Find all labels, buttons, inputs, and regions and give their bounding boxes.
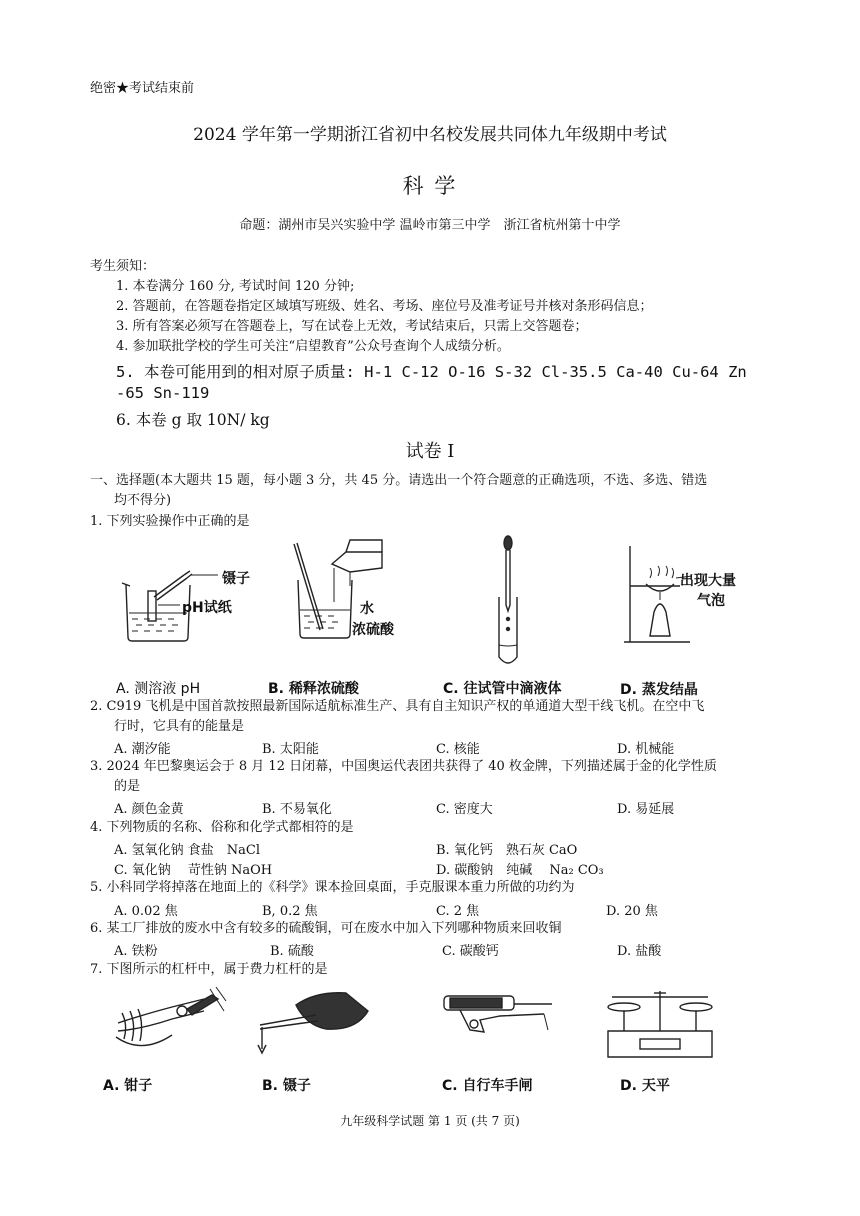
q1-option-a[interactable]: A. 测溶液 pH [116,681,201,697]
q1-option-b[interactable]: B. 稀释浓硫酸 [268,681,359,697]
q7-option-a[interactable]: A. 钳子 [103,1078,153,1094]
notice-item: 4. 参加联批学校的学生可关注“启望教育”公众号查询个人成绩分析。 [116,339,510,354]
notice-item: -65 Sn-119 [116,384,210,402]
page-footer: 九年级科学试题 第 1 页 (共 7 页) [340,1114,520,1128]
notice-item: 6. 本卷 g 取 10N/ kg [116,411,270,429]
q1-option-d[interactable]: D. 蒸发结晶 [620,682,698,698]
subject-title: 科 学 [402,174,458,198]
notice-title: 考生须知： [90,259,156,274]
q4-option-c[interactable]: C. 氧化钠 苛性钠 NaOH [114,863,273,878]
q3-option-c[interactable]: C. 密度大 [436,802,493,817]
question-2-stem: 2. C919 飞机是中国首款按照最新国际适航标准生产、具有自主知识产权的单通道大型干线飞机。在空中飞 [90,699,705,714]
exam-title: 2024 学年第一学期浙江省初中名校发展共同体九年级期中考试 [193,125,667,145]
notice-item: 3. 所有答案必须写在答题卷上，写在试卷上无效，考试结束后，只需上交答题卷； [116,319,588,334]
section-title: 试卷 I [405,441,455,462]
question-1-stem: 1. 下列实验操作中正确的是 [90,514,250,529]
q4-option-d[interactable]: D. 碳酸钠 纯碱 Na₂ CO₃ [436,863,604,878]
q5-option-d[interactable]: D. 20 焦 [606,904,658,919]
q3-option-a[interactable]: A. 颜色金黄 [114,802,184,817]
dilute-acid-figure [290,540,410,665]
q5-option-c[interactable]: C. 2 焦 [436,904,480,919]
q6-option-a[interactable]: A. 铁粉 [114,944,158,959]
q6-option-b[interactable]: B. 硫酸 [270,944,314,959]
confidential-mark: 绝密★考试结束前 [90,81,195,96]
q7-option-d[interactable]: D. 天平 [620,1078,670,1094]
label-bubbles-1: 出现大量 [680,573,736,589]
balance-figure [604,985,724,1065]
notice-item: 2. 答题前，在答题卷指定区域填写班级、姓名、考场、座位号及准考证号并核对条形码信息； [116,299,653,314]
label-conc-acid: 浓硫酸 [352,622,394,638]
label-ph-paper: pH试纸 [182,600,232,616]
q2-option-d[interactable]: D. 机械能 [617,742,675,757]
bike-brake-figure [440,990,560,1060]
question-4-stem: 4. 下列物质的名称、俗称和化学式都相符的是 [90,820,354,835]
q5-option-b[interactable]: B, 0.2 焦 [262,904,318,919]
q7-option-c[interactable]: C. 自行车手闸 [442,1078,533,1094]
label-tweezers: 镊子 [222,571,250,587]
q3-option-d[interactable]: D. 易延展 [617,802,675,817]
question-5-stem: 5. 小科同学将掉落在地面上的《科学》课本捡回桌面，手克服课本重力所做的功约为 [90,880,575,895]
q5-option-a[interactable]: A. 0.02 焦 [114,904,178,919]
q1-option-c[interactable]: C. 往试管中滴液体 [443,681,562,697]
notice-item: 1. 本卷满分 160 分, 考试时间 120 分钟; [116,279,355,294]
q2-option-c[interactable]: C. 核能 [436,742,480,757]
q7-option-b[interactable]: B. 镊子 [262,1078,311,1094]
notice-item: 5. 本卷可能用到的相对原子质量: H-1 C-12 O-16 S-32 Cl-35.5 Ca-40 Cu-64 Zn [116,363,747,381]
q4-option-a[interactable]: A. 氢氧化钠 食盐 NaCl [114,843,261,858]
section-intro: 均不得分) [114,493,172,508]
q6-option-d[interactable]: D. 盐酸 [617,944,662,959]
q4-option-b[interactable]: B. 氧化钙 熟石灰 CaO [436,843,578,858]
question-3-stem: 3. 2024 年巴黎奥运会于 8 月 12 日闭幕，中国奥运代表团共获得了 40 枚金牌，下列描述属于金的化学性质 [90,759,717,774]
pliers-figure [112,985,242,1060]
tweezers-figure [256,985,376,1065]
question-3-stem: 的是 [114,779,141,794]
section-intro: 一、选择题(本大题共 15 题，每小题 3 分，共 45 分。请选出一个符合题意的正确选项，不选、多选、错选 [90,473,708,488]
dropper-figure [488,535,528,670]
q2-option-a[interactable]: A. 潮汐能 [114,742,171,757]
label-bubbles-2: 气泡 [697,593,725,609]
authors-line: 命题：湖州市吴兴实验中学 温岭市第三中学 浙江省杭州第十中学 [239,218,621,233]
question-2-stem: 行时，它具有的能量是 [114,719,245,734]
label-water: 水 [360,601,374,617]
q2-option-b[interactable]: B. 太阳能 [262,742,319,757]
q3-option-b[interactable]: B. 不易氧化 [262,802,332,817]
question-7-stem: 7. 下图所示的杠杆中，属于费力杠杆的是 [90,962,328,977]
question-6-stem: 6. 某工厂排放的废水中含有较多的硫酸铜，可在废水中加入下列哪种物质来回收铜 [90,921,562,936]
q6-option-c[interactable]: C. 碳酸钙 [442,944,499,959]
